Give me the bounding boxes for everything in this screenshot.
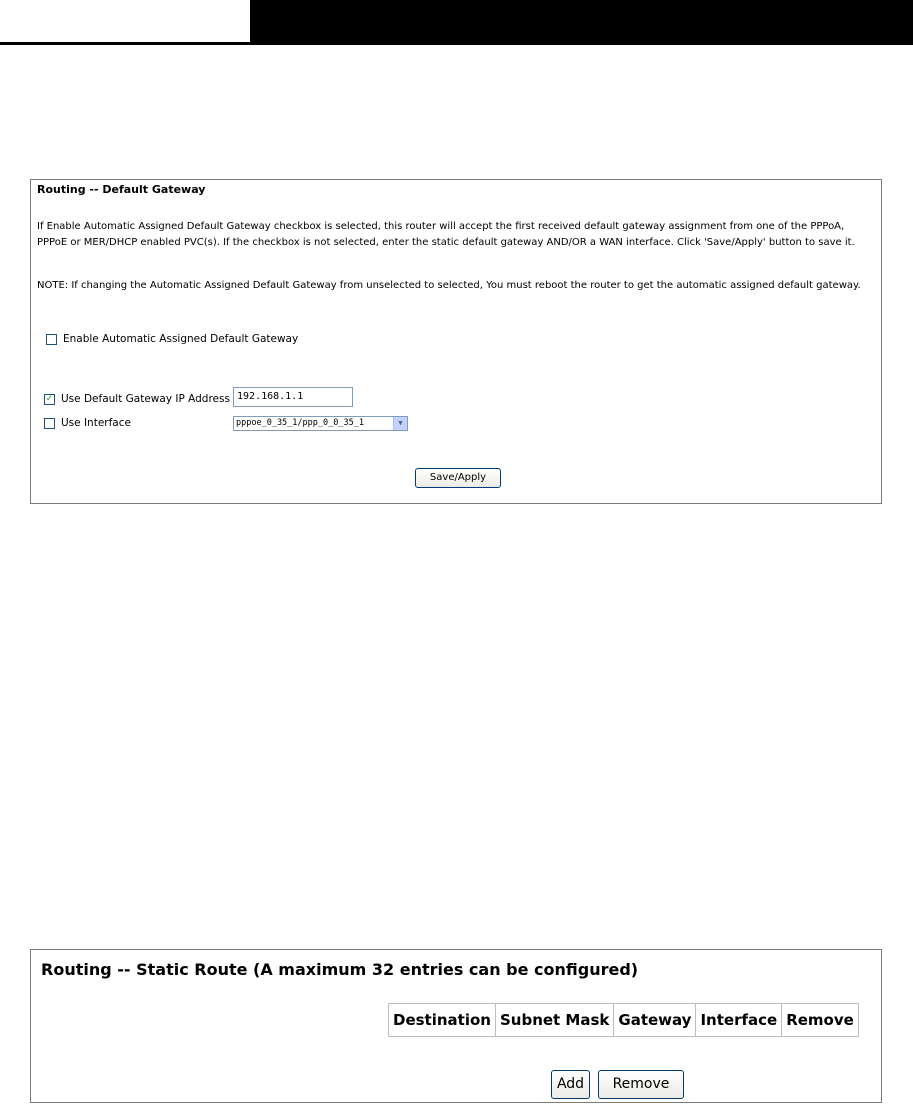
static-route-table bbox=[388, 1003, 859, 1037]
gateway-ip-input[interactable]: 192.168.1.1 bbox=[233, 387, 353, 407]
enable-auto-gateway-checkbox[interactable] bbox=[46, 334, 57, 345]
header-rule bbox=[0, 42, 913, 45]
use-interface-checkbox[interactable] bbox=[44, 418, 55, 429]
use-gateway-ip-checkbox[interactable]: ✓ bbox=[45, 393, 54, 404]
static-route-panel bbox=[30, 949, 882, 1103]
column-header-destination: Destination bbox=[389, 1004, 496, 1037]
use-gateway-ip-label: Use Default Gateway IP Address bbox=[61, 393, 230, 405]
default-gateway-description: If Enable Automatic Assigned Default Gateway checkbox is selected, this router will accept the first received default gateway assignment from one of the PPPoA, PPPoE or MER/DHCP enabled PVC(s). If the checkbox is not selected, enter the static default gateway AND/OR a WAN interface. Click 'Save/Apply' button to save it. bbox=[37, 221, 855, 248]
interface-select-value: pppoe_0_35_1/ppp_0_0_35_1 bbox=[236, 418, 364, 428]
column-header-subnet-mask: Subnet Mask bbox=[495, 1004, 613, 1037]
default-gateway-note: NOTE: If changing the Automatic Assigned Default Gateway from unselected to selected, You must reboot the router to get the automatic assigned default gateway. bbox=[37, 280, 861, 291]
column-header-remove: Remove bbox=[782, 1004, 859, 1037]
default-gateway-title: Routing -- Default Gateway bbox=[37, 183, 206, 196]
interface-select[interactable] bbox=[233, 416, 408, 431]
add-route-button[interactable]: Add bbox=[551, 1070, 590, 1099]
default-gateway-panel bbox=[30, 179, 882, 504]
column-header-interface: Interface bbox=[696, 1004, 782, 1037]
use-interface-row bbox=[44, 417, 131, 429]
table-header-row bbox=[389, 1004, 859, 1037]
chevron-down-icon[interactable]: ▼ bbox=[393, 417, 407, 430]
header-bar bbox=[250, 0, 913, 42]
column-header-gateway: Gateway bbox=[614, 1004, 696, 1037]
use-interface-label: Use Interface bbox=[61, 417, 131, 429]
use-gateway-ip-row bbox=[44, 393, 230, 405]
enable-auto-gateway-row bbox=[46, 333, 298, 345]
save-apply-button[interactable]: Save/Apply bbox=[415, 468, 501, 488]
static-route-title: Routing -- Static Route (A maximum 32 entries can be configured) bbox=[41, 960, 639, 979]
remove-route-button[interactable]: Remove bbox=[598, 1070, 684, 1099]
enable-auto-gateway-label: Enable Automatic Assigned Default Gateway bbox=[63, 333, 299, 345]
